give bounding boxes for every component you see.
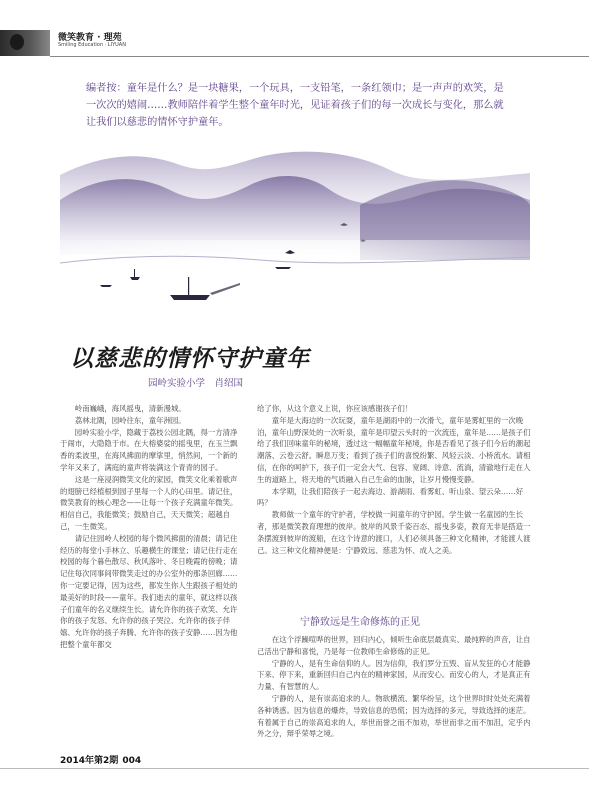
magazine-header bbox=[0, 20, 589, 60]
paragraph: 教师做一个童年的守护者，学校做一间童年的守护园。学生做一名童园的生长者，那是微笑教育理想的彼岸。彼岸的风景千姿百态、摇曳多姿，教育无非是搭造一条摆渡到彼岸的渡船，在这个诗意的渡口，人们必须具备三种文化精神，才能渡人渡己。这三种文化精神便是：宁静致远、慈悲为怀、成人之美。 bbox=[257, 510, 531, 555]
page-number: 004 bbox=[122, 756, 142, 766]
section-heading: 宁静致远是生命修炼的正见 bbox=[300, 617, 420, 628]
ink-landscape-illustration bbox=[60, 145, 530, 330]
column-title: 微笑教育 · 理苑 bbox=[58, 33, 122, 43]
paragraph: 童年是大海边的一次玩耍，童年是湖雨中的一次滑弋，童年是雾虹里的一次晚泊，童年山野深处的一次听泉，童年是印望云头时的一次流连，童年是……是孩子们给了我们回味童年的秘境，透过这一幅幅童年秘境，你是否看见了孩子们今后的潮起潮落、云卷云舒。瞬息万变；看到了孩子们的喜悦纷繁、风轻云淡、小桥流水。请相信，在你的呵护下，孩子们一定会大气、包容、宽阔、诗意、流淌，清澈地行走在人生的道路上，将天地的气质融入自己生命的血脉，让岁月慢慢变静。 bbox=[257, 415, 531, 484]
section-body bbox=[257, 634, 533, 740]
footer-divider bbox=[0, 768, 589, 769]
header-photo bbox=[0, 30, 50, 56]
article-author: 园岭实验小学 肖绍国 bbox=[148, 378, 244, 389]
paragraph: 宁静的人，是有生命信仰的人。因为信仰，我们罗分五毁、盲从发狂的心才能静下来、停下来，重新回归自己内在的精神家园，从而安心。而安心的人，才是真正有力量、有智慧的人。 bbox=[257, 658, 531, 692]
paragraph: 给了你，从这个意义上说，你应该感谢孩子们！ bbox=[257, 404, 413, 413]
paragraph: 这是一座浸润微笑文化的家园，微笑文化乘着歌声的翅膀已经植根到园子里每一个人的心田里。请记住，微笑教育的核心理念——让每一个孩子充满童年微笑。相信自己，我能微笑；鼓励自己，天天微笑；超越自己，一生微笑。 bbox=[60, 474, 238, 531]
issue-label: 2014年第2期 bbox=[60, 756, 119, 766]
paragraph: 在这个浮躁喧哗的世界，回归内心，倾听生命底层最真实、最纯粹的声音，让自己活出宁静和喜悦，乃是每一位教师生命修炼的正见。 bbox=[257, 635, 531, 656]
right-column bbox=[257, 403, 533, 556]
page-footer bbox=[60, 753, 141, 766]
paragraph: 本学期，让我们陪孩子一起去海边、游湖雨、看雾虹、听山泉、望云朵……好吗？ bbox=[257, 486, 524, 508]
paragraph: 荔林北隅，园岭往东，童年洲园。 bbox=[74, 415, 186, 425]
paragraph: 岭南巍峨，海风摇曳，清新漫城。 bbox=[74, 404, 186, 413]
article-title: 以慈悲的情怀守护童年 bbox=[70, 345, 310, 372]
paragraph: 园岭实验小学，隐藏于荔枝公园北隅，得一方清净于闹市，大隐隐于市。在大榕婆娑的摇曳里，在玉兰飘香的柔波里，在海风拂面的摩挲里，悄然间，一个新的学年又来了，满庭的童声将装满这个青青的园子。 bbox=[60, 427, 238, 472]
paragraph: 请记住园岭人校园的每个微风拂面的清晨；请记住经历的每堂小手林立、乐趣横生的课堂；请记住行走在校园的每个暮色散尽、秋风落叶、冬日晚霞的傍晚；请记住每次同事间带微笑走过的办公室外的那条回廊……你一定要记得，因为这些，都发生你人生跟孩子相处的最美好的时段——童年。我们逝去的童年，就这样以孩子们童年的名义继续生长。请允许你的孩子欢笑、允许你的孩子发怒、允许你的孩子哭泣、允许你的孩子伴嬉、允许你的孩子奔腾、允许你的孩子安静……因为他把整个童年都交 bbox=[60, 533, 238, 649]
editor-note: 编者按：童年是什么？是一块糖果，一个玩具，一支铅笔，一条红领巾；是一声声的欢笑，是一次次的嬉闹……教师陪伴着学生整个童年时光，见证着孩子们的每一次成长与变化，那么就让我们以慈悲的情怀守护童年。 bbox=[86, 83, 504, 128]
left-column bbox=[60, 403, 238, 651]
header-divider bbox=[50, 56, 589, 57]
paragraph: 宁静的人，是有崇高追求的人。物欲横流、繁华纷呈，这个世界时时处处充满着各种诱惑。因为信息的爆炸，导致信息的恐慌；因为选择的多元，导致选择的迷茫。有着属于自己的崇高追求的人，举世而誉之而不加劝，举世而非之而不加沮，定乎内外之分，辩乎荣辱之境。 bbox=[257, 693, 531, 739]
column-subtitle: Smiling Education · LIYUAN bbox=[58, 42, 126, 48]
